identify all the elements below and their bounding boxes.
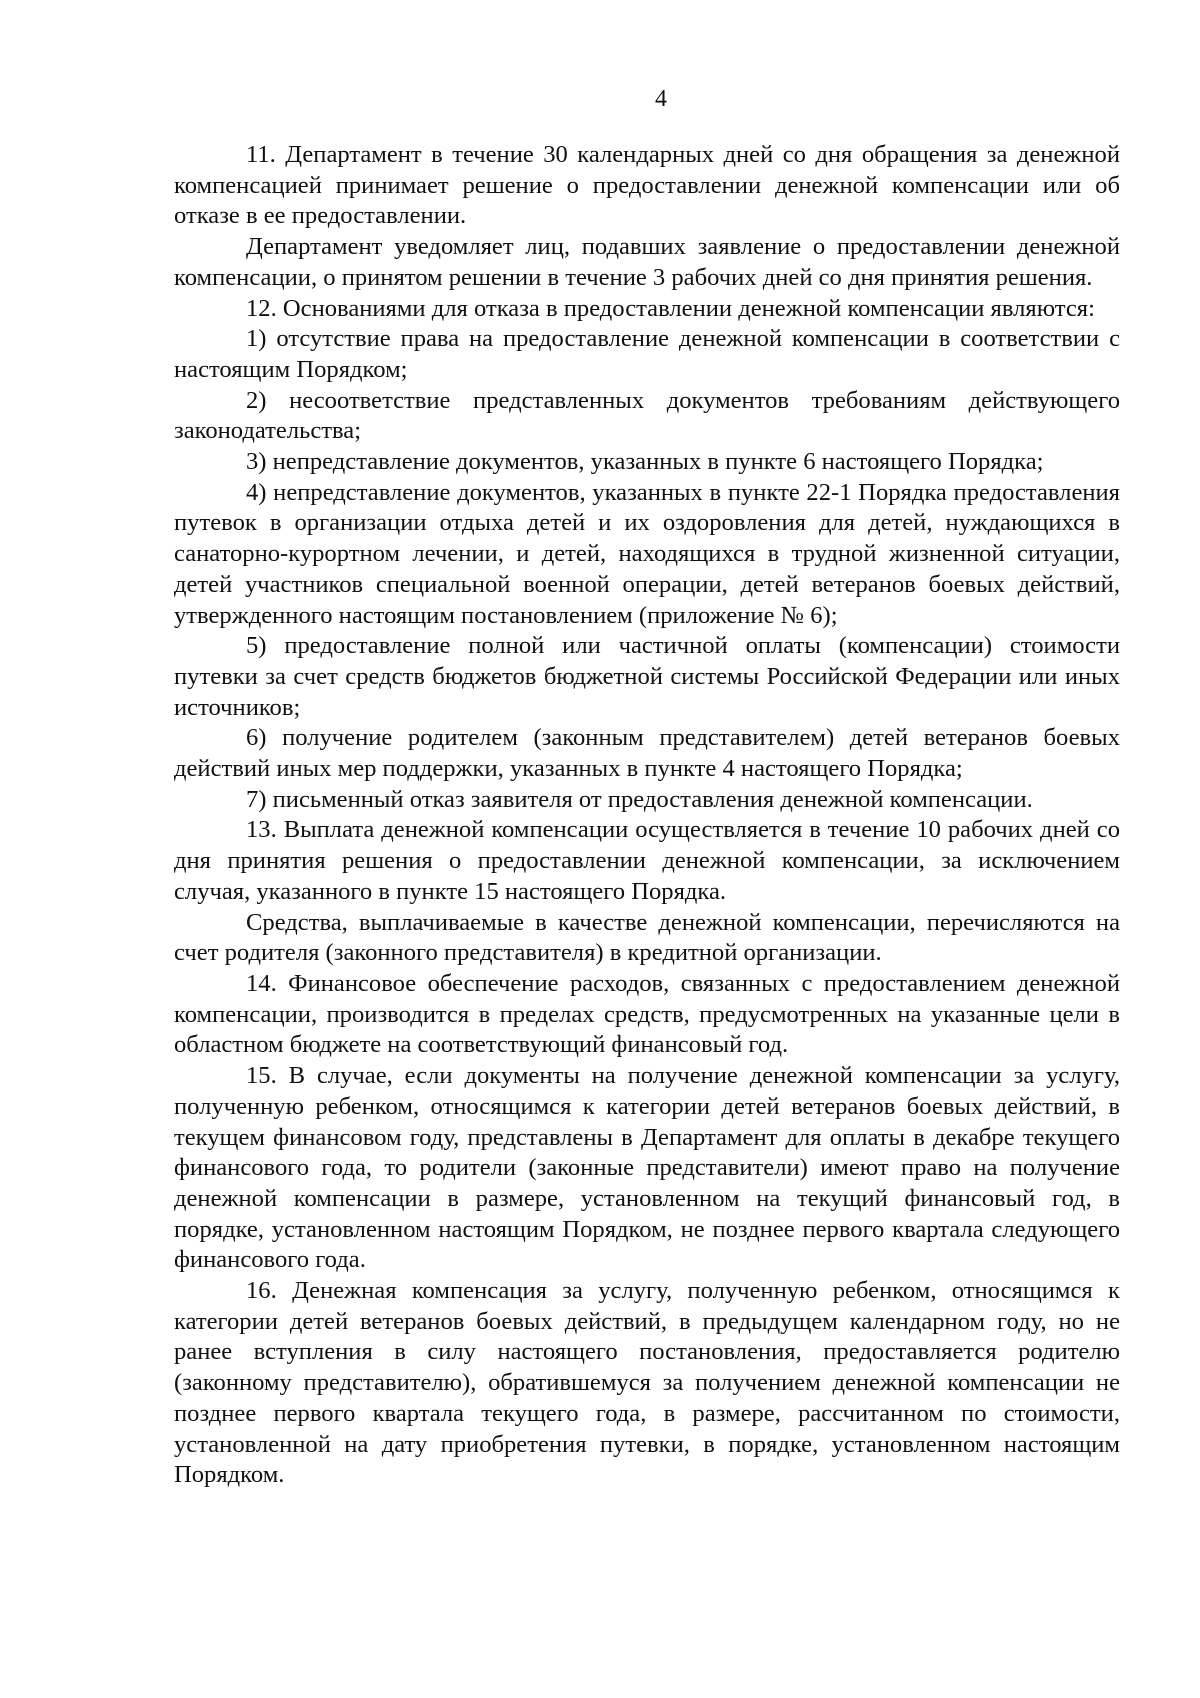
paragraph-12: 12. Основаниями для отказа в предоставлении денежной компенсации являются: [246, 294, 1095, 322]
list-item-3: 3) непредставление документов, указанных в пункте 6 настоящего Порядка; [246, 448, 1044, 476]
paragraph-notification: Департамент уведомляет лиц, подавших заявление о предоставлении денежной компенсации, о принятом решении в течение 3 рабочих дней со дня принятия решения. [174, 233, 1120, 291]
list-item-5: 5) предоставление полной или частичной оплаты (компенсации) стоимости путевки за счет средств бюджетов бюджетной системы Российской Федерации или иных источников; [174, 632, 1120, 721]
paragraph-13: 13. Выплата денежной компенсации осуществляется в течение 10 рабочих дней со дня принятия решения о предоставлении денежной компенсации, за исключением случая, указанного в пункте 15 настоящего Порядка. [174, 816, 1120, 905]
paragraph-transfer: Средства, выплачиваемые в качестве денежной компенсации, перечисляются на счет родителя (законного представителя) в кредитной организации. [174, 908, 1120, 967]
page-number: 4 [655, 86, 667, 112]
list-item-2: 2) несоответствие представленных документов требованиям действующего законодательства; [174, 386, 1120, 445]
list-item-7: 7) письменный отказ заявителя от предоставления денежной компенсации. [246, 785, 1033, 813]
paragraph-16: 16. Денежная компенсация за услугу, полученную ребенком, относящимся к категории детей ветеранов боевых действий, в предыдущем календарном году, но не ранее вступления в силу настоящего постановления, предоставляется родителю (законному представителю), обратившемуся за получением денежной компенсации не позднее первого квартала текущего года, в размере, рассчитанном по стоимости, установленной на дату приобретения путевки, в порядке, установленном настоящим Порядком. [174, 1277, 1120, 1489]
list-item-4: 4) непредставление документов, указанных в пункте 22-1 Порядка предоставления путевок в организации отдыха детей и их оздоровления для детей, нуждающихся в санаторно-курортном лечении, и детей, находящихся в трудной жизненной ситуации, детей участников специальной военной операции, детей ветеранов боевых действий, утвержденного настоящим постановлением (приложение № 6); [174, 478, 1120, 629]
paragraph-11: 11. Департамент в течение 30 календарных дней со дня обращения за денежной компенсацией принимает решение о предоставлении денежной компенсации или об отказе в ее предоставлении. [174, 141, 1120, 230]
list-item-1: 1) отсутствие права на предоставление денежной компенсации в соответствии с настоящим Порядком; [174, 325, 1120, 383]
document-body [174, 140, 1120, 1491]
list-item-6: 6) получение родителем (законным представителем) детей ветеранов боевых действий иных мер поддержки, указанных в пункте 4 настоящего Порядка; [174, 724, 1120, 783]
paragraph-15: 15. В случае, если документы на получение денежной компенсации за услугу, полученную ребенком, относящимся к категории детей ветеранов боевых действий, в текущем финансовом году, представлены в Департамент для оплаты в декабре текущего финансового года, то родители (законные представители) имеют право на получение денежной компенсации в размере, установленном на текущий финансовый год, в порядке, установленном настоящим Порядком, не позднее первого квартала следующего финансового года. [174, 1062, 1120, 1274]
paragraph-14: 14. Финансовое обеспечение расходов, связанных с предоставлением денежной компенсации, производится в пределах средств, предусмотренных на указанные цели в областном бюджете на соответствующий финансовый год. [174, 969, 1120, 1059]
